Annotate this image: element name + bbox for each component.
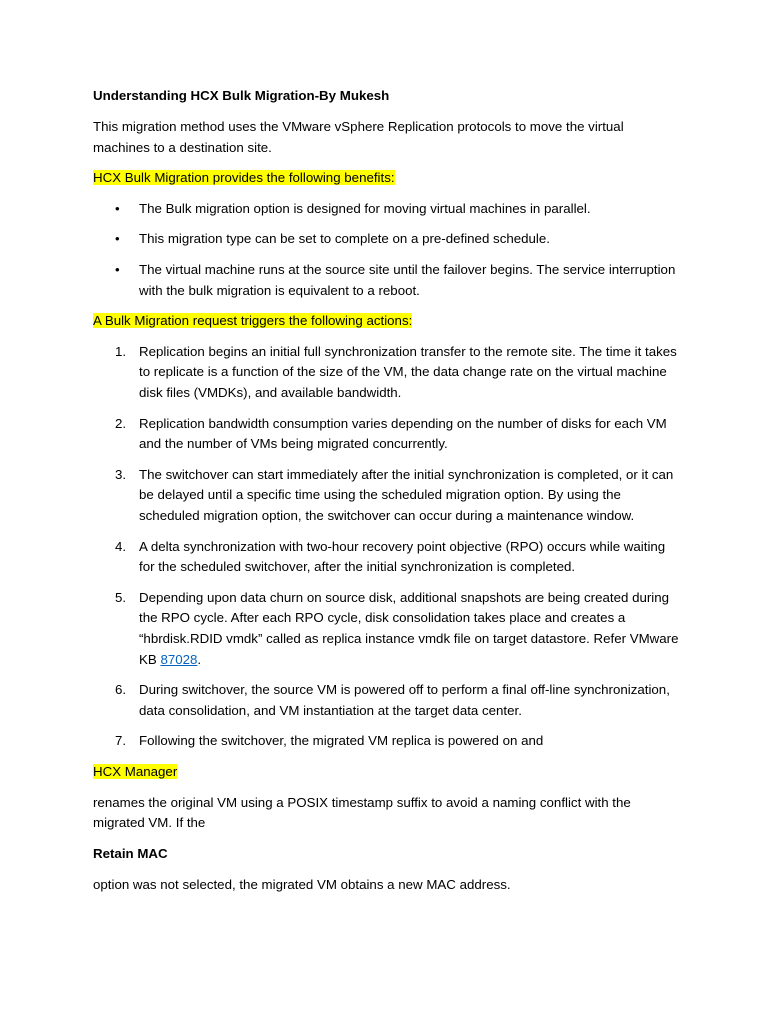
list-item <box>93 260 683 302</box>
final-paragraph: option was not selected, the migrated VM obtains a new MAC address. <box>93 876 511 892</box>
action-text: During switchover, the source VM is powered off to perform a final off-line synchronization, data consolidation, and VM instantiation at the target data center. <box>139 682 670 719</box>
item-number: 5. <box>115 589 127 605</box>
item-number: 7. <box>115 733 127 749</box>
item-number: 4. <box>115 538 127 554</box>
action-text: Following the switchover, the migrated VM replica is powered on and <box>139 733 544 749</box>
list-item <box>93 465 683 527</box>
kb-link[interactable]: 87028 <box>160 652 198 668</box>
bullet-icon: • <box>115 261 120 277</box>
retain-mac-label: Retain MAC <box>93 846 168 862</box>
bullet-icon: • <box>115 201 120 217</box>
action-text: The switchover can start immediately after the initial synchronization is completed, or it can be delayed until a specific time using the scheduled migration option. By using the scheduled migration option, the switchover can occur during a maintenance window. <box>139 466 674 524</box>
list-item <box>93 588 683 671</box>
actions-heading: A Bulk Migration request triggers the following actions: <box>93 312 413 328</box>
document-page <box>93 86 683 906</box>
benefit-text: The Bulk migration option is designed for moving virtual machines in parallel. <box>139 201 591 217</box>
list-item <box>93 414 683 456</box>
action-text: Replication bandwidth consumption varies depending on the number of disks for each VM and the number of VMs being migrated concurrently. <box>139 415 667 452</box>
document-title: Understanding HCX Bulk Migration-By Mukesh <box>93 88 390 103</box>
list-item <box>93 342 683 404</box>
renames-paragraph: renames the original VM using a POSIX timestamp suffix to avoid a naming conflict with the migrated VM. If the <box>93 794 631 831</box>
item-number: 1. <box>115 343 127 359</box>
item-number: 2. <box>115 415 127 431</box>
benefit-text: This migration type can be set to complete on a pre-defined schedule. <box>139 231 550 247</box>
list-item <box>93 229 683 250</box>
item-number: 6. <box>115 682 127 698</box>
benefit-text: The virtual machine runs at the source site until the failover begins. The service interruption with the bulk migration is equivalent to a reboot. <box>139 261 676 298</box>
action-text: Replication begins an initial full synchronization transfer to the remote site. The time it takes to replicate is a function of the size of the VM, the data change rate on the virtual machine disk files (VMDKs), and available bandwidth. <box>139 343 677 401</box>
bullet-icon: • <box>115 231 120 247</box>
list-item <box>93 537 683 579</box>
list-item <box>93 199 683 220</box>
action-text: A delta synchronization with two-hour recovery point objective (RPO) occurs while waiting for the scheduled switchover, after the initial synchronization is completed. <box>139 538 666 575</box>
benefits-list <box>93 199 683 301</box>
hcx-manager-label: HCX Manager <box>93 763 178 779</box>
item-number: 3. <box>115 466 127 482</box>
actions-list <box>93 342 683 753</box>
action-text: Depending upon data churn on source disk, additional snapshots are being created during the RPO cycle. After each RPO cycle, disk consolidation takes place and creates a “hbrdisk.RDID vmdk” called as replica instance vmdk file on target datastore. Refer VMware KB <box>139 589 679 668</box>
list-item <box>93 731 683 752</box>
action-text-end: . <box>197 652 202 668</box>
list-item <box>93 680 683 722</box>
benefits-heading: HCX Bulk Migration provides the following benefits: <box>93 170 395 186</box>
intro-paragraph: This migration method uses the VMware vSphere Replication protocols to move the virtual machines to a destination site. <box>93 118 624 155</box>
